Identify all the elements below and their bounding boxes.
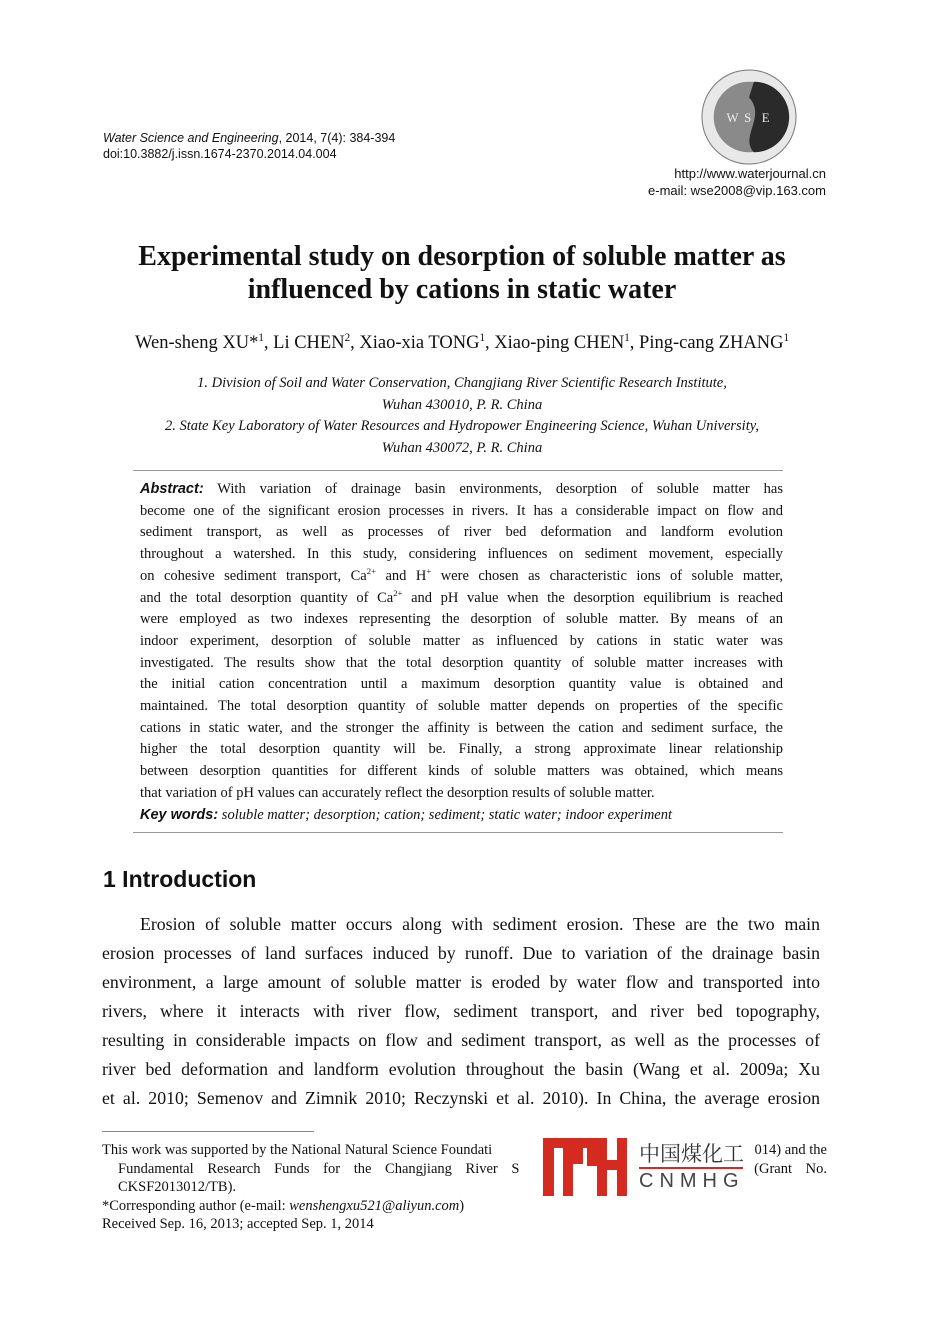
affiliation-marker: 1 xyxy=(479,331,485,344)
abstract-text: higher the total desorption quantity will be. Finally, a strong approximate linear relationship xyxy=(140,741,783,758)
logo-letter-s: S xyxy=(744,110,752,125)
abstract-line xyxy=(140,761,783,783)
paper-title xyxy=(0,240,924,306)
intro-line: rivers, where it interacts with river flow, sediment transport, and river bed topography, xyxy=(102,1001,820,1021)
journal-email[interactable]: e-mail: wse2008@vip.163.com xyxy=(648,183,826,198)
logo-letter-w: W xyxy=(726,110,739,125)
abstract-line xyxy=(140,696,783,718)
superscript: + xyxy=(426,565,432,576)
keywords-label: Key words: xyxy=(140,806,219,823)
affiliation-marker: 1 xyxy=(624,331,630,344)
abstract-text: that variation of pH values can accurately reflect the desorption results of soluble matter. xyxy=(140,784,655,801)
watermark-logo-icon xyxy=(543,1136,643,1198)
divider xyxy=(133,470,783,471)
abstract-line xyxy=(140,544,783,566)
affiliation-line: 2. State Key Laboratory of Water Resources and Hydropower Engineering Science, Wuhan University, xyxy=(164,418,759,435)
corresponding-author xyxy=(102,1197,827,1216)
abstract-line xyxy=(140,522,783,544)
journal-name: Water Science and Engineering xyxy=(103,131,279,145)
funding-text-end: (Grant No. xyxy=(754,1160,827,1177)
abstract-text: maintained. The total desorption quantity of soluble matter depends on properties of the specific xyxy=(140,698,783,715)
divider xyxy=(133,832,783,833)
author-name: Ping-cang ZHANG xyxy=(639,333,784,353)
author-separator: , xyxy=(350,333,360,353)
author-name: Xiao-ping CHEN xyxy=(494,333,625,353)
title-line: Experimental study on desorption of soluble matter as xyxy=(138,241,786,272)
wse-logo xyxy=(700,68,798,166)
abstract-text: throughout a watershed. In this study, considering influences on sediment movement, especially xyxy=(140,546,783,563)
grant-number: CKSF2013012/TB). xyxy=(118,1179,237,1196)
introduction-body xyxy=(102,910,820,1113)
corresponding-suffix: ) xyxy=(459,1197,465,1214)
author-list xyxy=(0,333,924,354)
watermark-cn-text: 中国煤化工 xyxy=(639,1142,744,1166)
superscript: 2+ xyxy=(366,565,376,576)
abstract-line xyxy=(140,739,783,761)
journal-url[interactable]: http://www.waterjournal.cn xyxy=(674,166,826,181)
intro-line: river bed deformation and landform evolution throughout the basin (Wang et al. 2009a; Xu xyxy=(102,1059,820,1079)
keywords-text: soluble matter; desorption; cation; sediment; static water; indoor experiment xyxy=(218,806,673,823)
abstract-text: become one of the significant erosion processes in rivers. It has a considerable impact on flow and xyxy=(140,502,783,519)
affiliation-marker: 2 xyxy=(344,331,351,344)
abstract-line xyxy=(140,783,783,805)
watermark-en-text: CNMHG xyxy=(639,1170,745,1192)
abstract-line xyxy=(140,609,783,631)
affiliation-marker: 1 xyxy=(258,331,264,344)
corresponding-email[interactable]: wenshengxu521@aliyun.com xyxy=(289,1197,460,1214)
section-heading: 1 Introduction xyxy=(103,866,257,892)
abstract-line xyxy=(140,566,783,588)
author-separator: , xyxy=(263,333,274,353)
intro-line: et al. 2010; Semenov and Zimnik 2010; Reczynski et al. 2010). In China, the average erosion xyxy=(102,1088,820,1108)
affiliations xyxy=(0,373,924,460)
cnmhg-watermark xyxy=(543,1136,753,1198)
journal-header xyxy=(103,130,395,162)
abstract-line xyxy=(140,631,783,653)
abstract-line xyxy=(140,588,783,610)
abstract-line xyxy=(140,674,783,696)
affiliation-line: 1. Division of Soil and Water Conservation, Changjiang River Scientific Research Institute, xyxy=(197,375,727,391)
received-dates: Received Sep. 16, 2013; accepted Sep. 1, 2014 xyxy=(102,1216,374,1233)
author-separator: , xyxy=(629,333,640,353)
funding-text-end: 014) and the xyxy=(754,1142,827,1158)
title-line: influenced by cations in static water xyxy=(247,274,677,305)
author-name: Xiao-xia TONG xyxy=(359,333,480,353)
abstract-text: and the total desorption quantity of Ca xyxy=(140,589,394,606)
intro-line: Erosion of soluble matter occurs along with sediment erosion. These are the two main xyxy=(140,914,820,934)
logo-letter-e: E xyxy=(761,110,770,125)
abstract-text: were employed as two indexes representing the desorption of soluble matter. By means of an xyxy=(140,611,783,628)
abstract-line xyxy=(140,718,783,740)
abstract-line xyxy=(140,479,783,501)
abstract-text: were chosen as characteristic ions of soluble matter, xyxy=(431,567,783,584)
watermark-rule xyxy=(639,1167,743,1169)
abstract-text: indoor experiment, desorption of soluble matter as influenced by cations in static water was xyxy=(140,632,783,649)
funding-text: Fundamental Research Funds for the Changjiang River S xyxy=(118,1160,520,1177)
funding-text: This work was supported by the National Natural Science Foundati xyxy=(102,1142,493,1158)
abstract-text: the initial cation concentration until a maximum desorption quantity value is obtained and xyxy=(140,676,783,693)
journal-contact xyxy=(648,165,826,199)
author-name: Li CHEN xyxy=(273,333,345,353)
author-separator: , xyxy=(485,333,495,353)
abstract-label: Abstract: xyxy=(140,481,204,497)
abstract-text: and pH value when the desorption equilibrium is reached xyxy=(402,589,783,606)
author-name: Wen-sheng XU* xyxy=(135,333,259,353)
abstract-text: between desorption quantities for different kinds of soluble matters was obtained, which means xyxy=(140,763,783,780)
intro-line: environment, a large amount of soluble matter is eroded by water flow and transported into xyxy=(102,972,820,992)
corresponding-prefix: *Corresponding author (e-mail: xyxy=(102,1197,290,1214)
abstract-line xyxy=(140,501,783,523)
abstract-text: and H xyxy=(375,567,427,584)
affiliation-line: Wuhan 430072, P. R. China xyxy=(381,440,543,457)
abstract xyxy=(140,479,783,826)
intro-line: resulting in considerable impacts on flow and sediment transport, as well as the processes of xyxy=(102,1030,820,1050)
affiliation-line: Wuhan 430010, P. R. China xyxy=(381,396,543,413)
footnote-divider xyxy=(102,1131,314,1132)
abstract-text: on cohesive sediment transport, Ca xyxy=(140,567,367,584)
abstract-text: cations in static water, and the stronger the affinity is between the cation and sediment surface, the xyxy=(140,719,783,736)
superscript: 2+ xyxy=(393,587,403,598)
keywords xyxy=(140,805,783,827)
abstract-text: With variation of drainage basin environments, desorption of soluble matter has xyxy=(203,481,783,497)
abstract-line xyxy=(140,653,783,675)
abstract-text: investigated. The results show that the total desorption quantity of soluble matter increases with xyxy=(140,654,783,671)
doi: doi:10.3882/j.issn.1674-2370.2014.04.004 xyxy=(103,147,337,161)
affiliation-marker: 1 xyxy=(783,331,789,344)
journal-citation: , 2014, 7(4): 384-394 xyxy=(278,131,396,145)
intro-line: erosion processes of land surfaces induced by runoff. Due to variation of the drainage basin xyxy=(102,943,820,963)
abstract-text: sediment transport, as well as processes of river bed deformation and landform evolution xyxy=(140,524,783,541)
